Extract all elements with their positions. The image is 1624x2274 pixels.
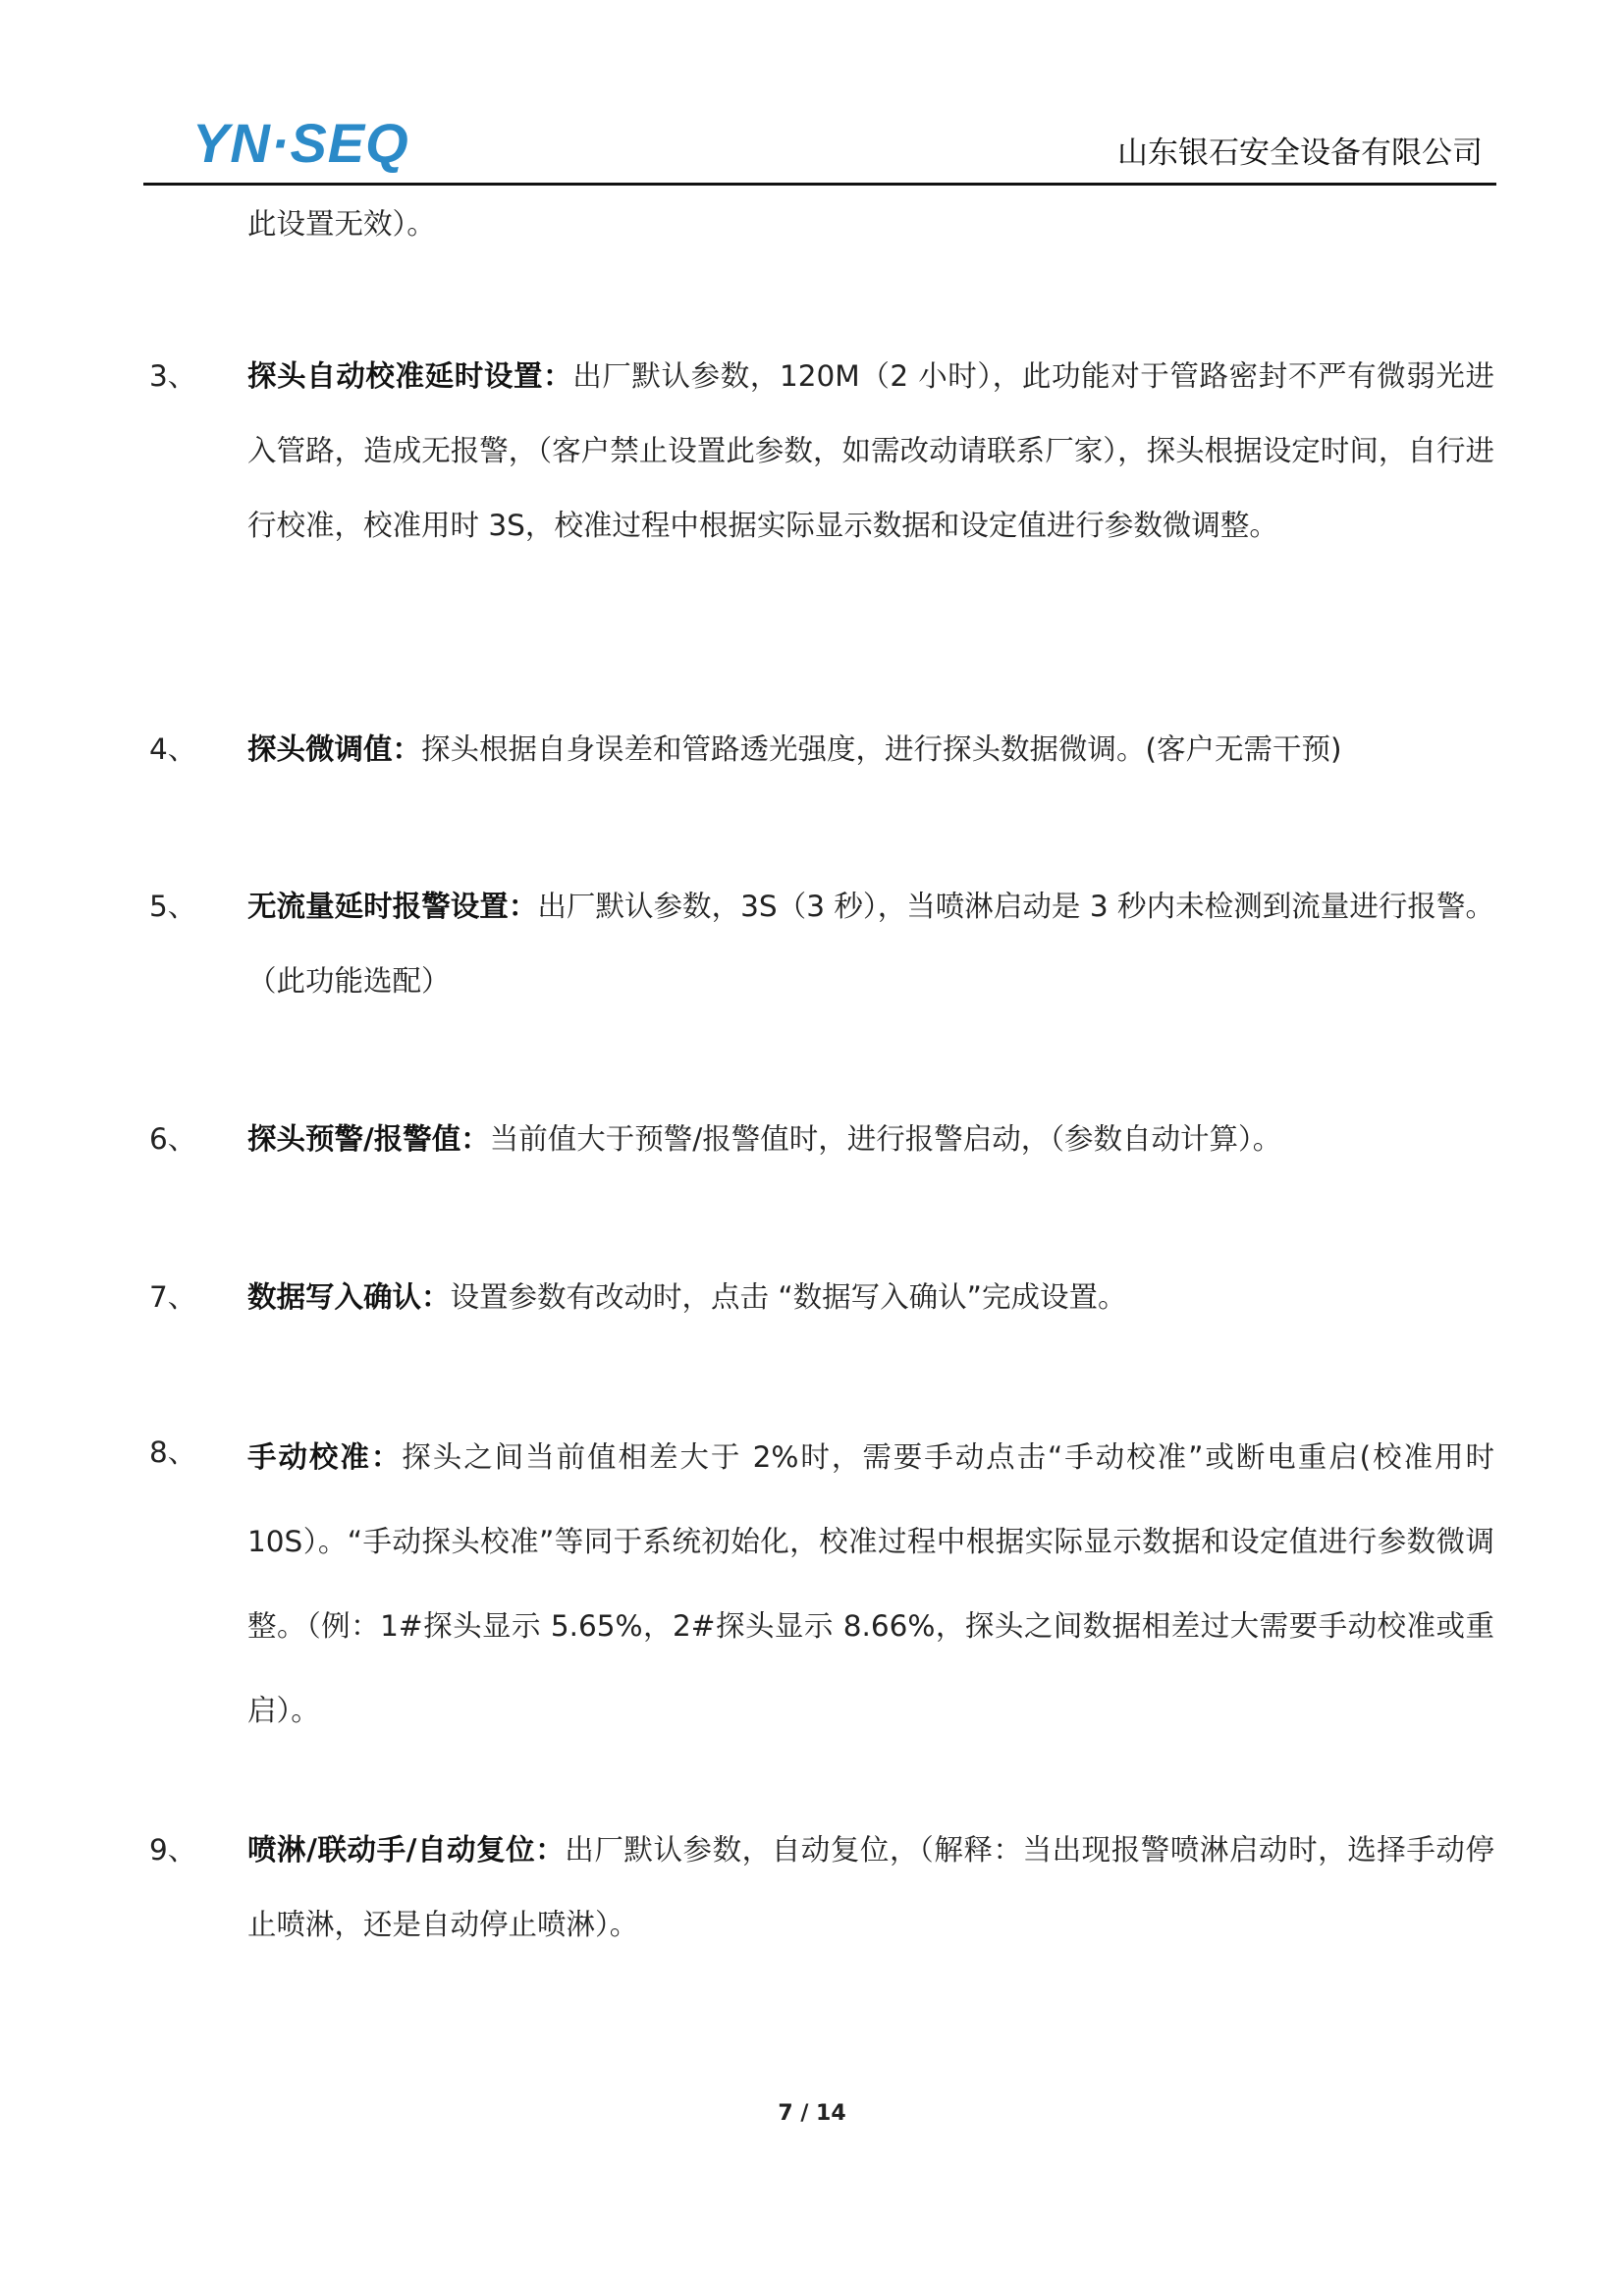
company-logo: YN·SEQ [192, 112, 409, 174]
header-divider [143, 183, 1496, 186]
company-name: 山东银石安全设备有限公司 [1117, 135, 1483, 171]
item-term: 无流量延时报警设置： [247, 890, 538, 923]
item-body: 出厂默认参数，3S（3 秒），当喷淋启动是 3 秒内未检测到流量进行报警。（此功能选配） [247, 890, 1494, 998]
item-term: 探头微调值： [247, 732, 422, 766]
item-body: 出厂默认参数，自动复位，（解释：当出现报警喷淋启动时，选择手动停止喷淋，还是自动停止喷淋）。 [247, 1833, 1494, 1941]
item-term: 手动校准： [247, 1440, 403, 1474]
item-number: 4、 [149, 732, 197, 766]
list-item [247, 339, 1494, 563]
item-term: 探头预警/报警值： [247, 1122, 490, 1156]
list-item [247, 712, 1494, 786]
page-number: 7 / 14 [778, 2101, 846, 2126]
list-item [247, 1102, 1494, 1176]
item-term: 喷淋/联动手/自动复位： [247, 1833, 566, 1867]
item-body: 探头根据自身误差和管路透光强度，进行探头数据微调。(客户无需干预) [421, 732, 1342, 766]
list-item [247, 1813, 1494, 1962]
item-number: 8、 [149, 1435, 197, 1469]
item-body: 设置参数有改动时，点击 “数据写入确认”完成设置。 [450, 1280, 1127, 1314]
list-item [247, 1415, 1494, 1753]
item-body: 探头之间当前值相差大于 2%时，需要手动点击“手动校准”或断电重启(校准用时 10S）。“手动探头校准”等同于系统初始化，校准过程中根据实际显示数据和设定值进行参数微调整。（例：1#探头显示 5.65%，2#探头显示 8.66%，探头之间数据相差过大需要手动校准或重启）。 [247, 1440, 1494, 1727]
item-number: 6、 [149, 1122, 197, 1156]
list-item [247, 1260, 1494, 1334]
list-item [247, 869, 1494, 1018]
item-term: 数据写入确认： [247, 1280, 451, 1314]
item-body: 出厂默认参数，120M（2 小时），此功能对于管路密封不严有微弱光进入管路，造成无报警，（客户禁止设置此参数，如需改动请联系厂家），探头根据设定时间，自行进行校准，校准用时 3S，校准过程中根据实际显示数据和设定值进行参数微调整。 [247, 359, 1494, 542]
item-body: 当前值大于预警/报警值时，进行报警启动，（参数自动计算）。 [489, 1122, 1282, 1156]
page-header [143, 98, 1496, 187]
item-number: 9、 [149, 1833, 197, 1867]
continuation-text: 此设置无效）。 [247, 207, 436, 241]
item-number: 5、 [149, 890, 197, 923]
item-number: 7、 [149, 1280, 197, 1314]
item-term: 探头自动校准延时设置： [247, 359, 573, 393]
item-number: 3、 [149, 359, 197, 393]
